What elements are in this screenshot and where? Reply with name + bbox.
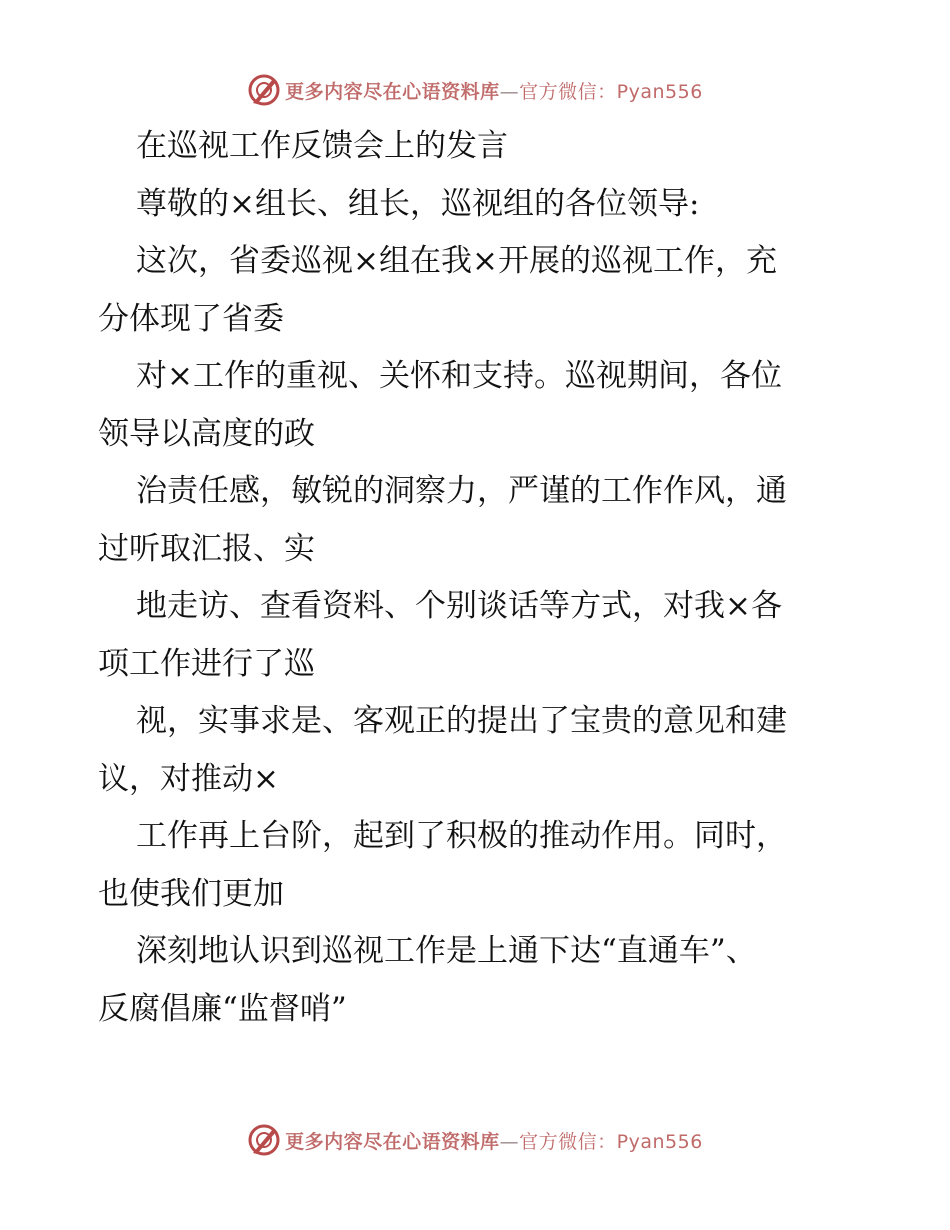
- document-line: 项工作进行了巡: [98, 645, 315, 682]
- document-line: 这次，省委巡视×组在我×开展的巡视工作，充: [136, 243, 777, 279]
- document-line: 分体现了省委: [98, 300, 284, 337]
- document-line: 反腐倡廉“监督哨”: [98, 990, 347, 1027]
- document-line: 议，对推动×: [98, 760, 279, 797]
- document-line: 尊敬的×组长、组长，巡视组的各位领导:: [136, 185, 700, 222]
- quill-logo-icon: [247, 1123, 281, 1157]
- banner-title: 更多内容尽在心语资料库: [285, 80, 500, 103]
- banner-wechat: 官方微信：Pyan556: [519, 1130, 703, 1153]
- banner-title: 更多内容尽在心语资料库: [285, 1130, 500, 1153]
- document-line: 工作再上台阶，起到了积极的推动作用。同时，: [136, 818, 787, 854]
- document-line: 深刻地认识到巡视工作是上通下达“直通车”、: [136, 933, 757, 969]
- document-line: 也使我们更加: [98, 875, 284, 912]
- document-line: 过听取汇报、实: [98, 530, 315, 567]
- document-line: 地走访、查看资料、个别谈话等方式，对我×各: [136, 588, 782, 624]
- document-line: 视，实事求是、客观正的提出了宝贵的意见和建: [136, 703, 787, 739]
- header-banner: [0, 70, 950, 110]
- document-line: 对×工作的重视、关怀和支持。巡视期间，各位: [136, 358, 782, 394]
- document-line: 治责任感，敏锐的洞察力，严谨的工作作风，通: [136, 473, 787, 509]
- footer-banner: [0, 1120, 950, 1160]
- banner-separator: —: [499, 80, 520, 103]
- document-line: 在巡视工作反馈会上的发言: [136, 128, 508, 164]
- banner-separator: —: [499, 1130, 520, 1153]
- document-line: 领导以高度的政: [98, 415, 315, 452]
- document-body: [98, 118, 858, 1038]
- quill-logo-icon: [247, 73, 281, 107]
- banner-wechat: 官方微信：Pyan556: [519, 80, 703, 103]
